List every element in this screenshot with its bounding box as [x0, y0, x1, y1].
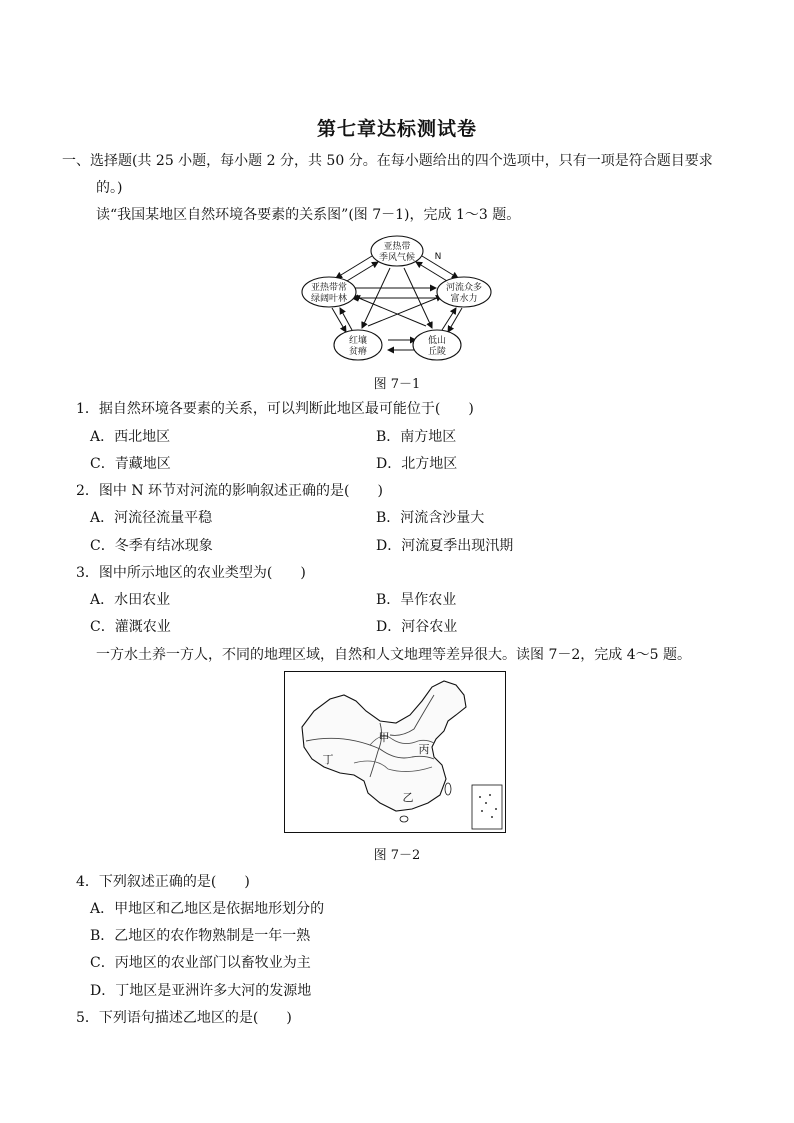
- question-2-stem: 2．图中 N 环节对河流的影响叙述正确的是( ): [76, 483, 383, 499]
- page-title: 第七章达标测试卷: [316, 118, 477, 140]
- node-soil-label1: 红壤: [348, 336, 368, 346]
- question-4-stem: 4．下列叙述正确的是( ): [76, 874, 250, 890]
- q1-option-a: A．西北地区: [90, 429, 171, 445]
- intro-figure2: 一方水土养一方人，不同的地理区域，自然和人文地理等差异很大。读图 7－2，完成 4～5 题。: [96, 647, 691, 663]
- taiwan-island: [445, 783, 451, 795]
- node-terrain-label1: 低山: [427, 336, 447, 346]
- section-heading: 一、选择题(共 25 小题，每小题 2 分，共 50 分。在每小题给出的四个选项中，只有一项是符合题目要求: [62, 153, 713, 169]
- q1-option-c: C．青藏地区: [90, 456, 171, 472]
- node-river-label1: 河流众多: [445, 283, 483, 293]
- q1-option-b: B．南方地区: [376, 429, 457, 445]
- q3-option-d: D．河谷农业: [376, 619, 458, 635]
- node-soil-label2: 贫瘠: [348, 347, 368, 357]
- q4-option-a: A．甲地区和乙地区是依据地形划分的: [90, 901, 325, 917]
- hainan-island: [400, 816, 408, 822]
- q4-option-c: C．丙地区的农业部门以畜牧业为主: [90, 955, 311, 971]
- question-5-stem: 5．下列语句描述乙地区的是( ): [76, 1010, 292, 1026]
- label-yi: 乙: [402, 791, 414, 804]
- q2-option-d: D．河流夏季出现汛期: [376, 538, 514, 554]
- node-forest-label2: 绿阔叶林: [310, 294, 348, 304]
- label-jia: 甲: [378, 731, 390, 744]
- q1-option-d: D．北方地区: [376, 456, 458, 472]
- figure1-caption: 图 7－1: [373, 377, 421, 392]
- q2-option-b: B．河流含沙量大: [376, 510, 485, 526]
- q2-option-c: C．冬季有结冰现象: [90, 538, 213, 554]
- question-3-stem: 3．图中所示地区的农业类型为( ): [76, 565, 306, 581]
- label-bing: 丙: [418, 743, 430, 756]
- q3-option-a: A．水田农业: [90, 592, 171, 608]
- node-river-label2: 富水力: [450, 294, 478, 304]
- arrow-label-n: N: [434, 252, 442, 262]
- intro-figure1: 读“我国某地区自然环境各要素的关系图”(图 7－1)，完成 1～3 题。: [96, 207, 521, 223]
- node-terrain-label2: 丘陵: [427, 347, 447, 357]
- relationship-diagram: [296, 232, 506, 366]
- node-climate-label2: 季风气候: [378, 253, 416, 263]
- q4-option-b: B．乙地区的农作物熟制是一年一熟: [90, 928, 311, 944]
- node-climate-label1: 亚热带: [383, 242, 411, 252]
- south-china-sea-inset: [472, 785, 502, 829]
- section-heading-cont: 的。): [96, 180, 123, 196]
- china-region-map: [284, 671, 506, 833]
- q4-option-d: D．丁地区是亚洲许多大河的发源地: [90, 983, 312, 999]
- question-1-stem: 1．据自然环境各要素的关系，可以判断此地区最可能位于( ): [76, 401, 474, 417]
- q3-option-c: C．灌溉农业: [90, 619, 171, 635]
- figure2-caption: 图 7－2: [373, 848, 421, 863]
- label-ding: 丁: [322, 753, 334, 766]
- q2-option-a: A．河流径流量平稳: [90, 510, 213, 526]
- node-forest-label1: 亚热带常: [310, 283, 348, 293]
- q3-option-b: B．旱作农业: [376, 592, 457, 608]
